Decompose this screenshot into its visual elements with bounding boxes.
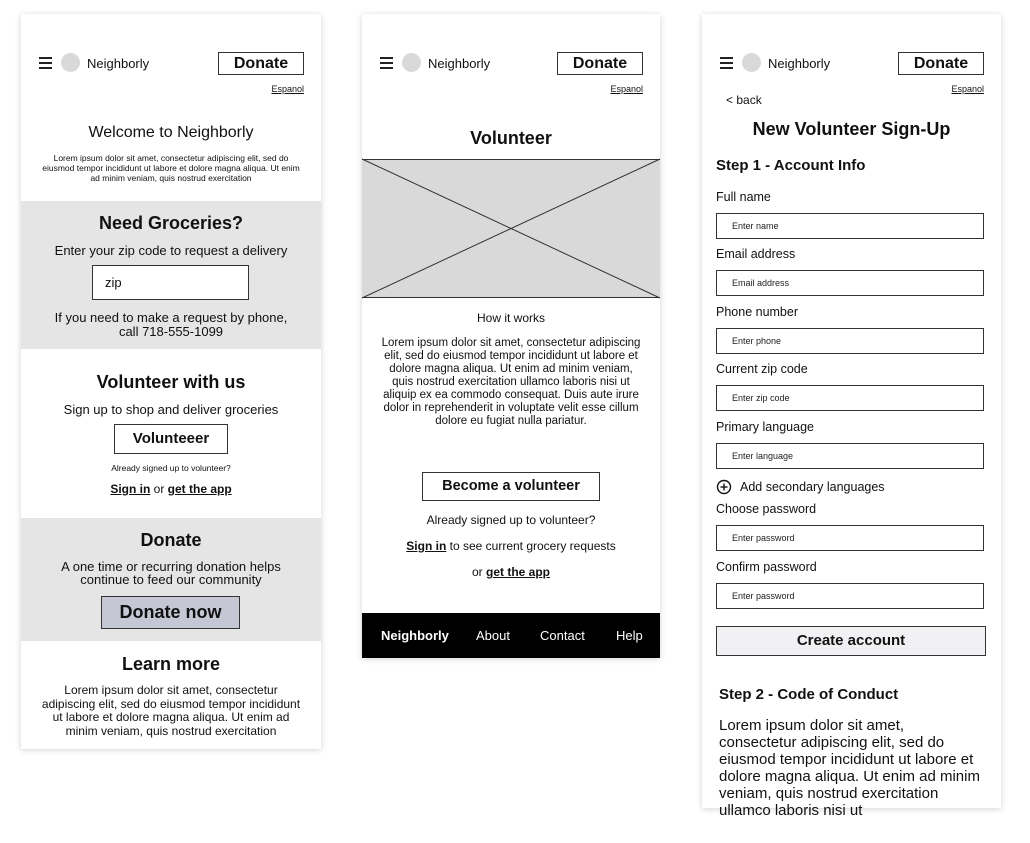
confirm-password-label: Confirm password [716,560,817,574]
welcome-text: Lorem ipsum dolor sit amet, consectetur adipiscing elit, sed do eiusmod tempor incididunt ut labore et dolore magna aliqua. Ut enim ad minim veniam, quis nostrud exercitation [42,153,300,183]
phone-input[interactable]: Enter phone [716,328,984,354]
or-text: or [153,482,165,496]
logo-avatar [742,53,761,72]
groceries-title: Need Groceries? [98,213,244,233]
zip-input[interactable]: zip [92,265,249,300]
get-app-link[interactable]: get the app [486,565,551,579]
home-screen [21,14,321,749]
page-title: Volunteer [470,128,552,148]
back-link[interactable]: < back [726,93,762,107]
learn-text: Lorem ipsum dolor sit amet, consectetur adipiscing elit, sed do eiusmod tempor incididunt ut labore et dolore magna aliqua. Ut enim ad minim veniam, quis nostrud exercitation [41,683,301,738]
language-label: Primary language [716,420,814,434]
learn-title: Learn more [121,654,221,674]
language-input[interactable]: Enter language [716,443,984,469]
how-it-works-text: Lorem ipsum dolor sit amet, consectetur adipiscing elit, sed do eiusmod tempor incididunt ut labore et dolore magna aliqua. Ut enim ad minim veniam, quis nostrud exercitation ullamco laboris nisi ut aliquip ex ea commodo consequat. Duis aute irure dolor in reprehenderit in voluptate velit esse cillum dolore eu fugiat nulla pariatur. [381,337,641,427]
footer-about-link[interactable]: About [476,628,510,643]
header [21,14,321,94]
volunteer-title: Volunteer with us [96,372,246,392]
donate-button[interactable]: Donate [557,52,643,75]
volunteer-screen [362,14,660,658]
email-label: Email address [716,247,796,261]
already-signed-text: Already signed up to volunteer? [111,463,231,473]
groceries-text: Enter your zip code to request a delivery [54,243,288,258]
sign-in-link[interactable]: Sign in [110,482,151,496]
donate-title: Donate [140,530,202,550]
sign-in-link[interactable]: Sign in [406,539,447,553]
get-app-link[interactable]: get the app [167,482,232,496]
hamburger-icon[interactable] [720,57,733,68]
donate-button[interactable]: Donate [898,52,984,75]
full-name-label: Full name [716,190,771,204]
plus-circle-icon [716,479,732,495]
language-link[interactable]: Espanol [271,84,304,94]
brand-name[interactable]: Neighborly [768,56,831,71]
step2-title: Step 2 - Code of Conduct [719,686,899,703]
donate-now-button[interactable]: Donate now [101,596,240,629]
hamburger-icon[interactable] [39,57,52,68]
full-name-input[interactable]: Enter name [716,213,984,239]
hamburger-icon[interactable] [380,57,393,68]
step2-text: Lorem ipsum dolor sit amet, consectetur adipiscing elit, sed do eiusmod tempor incididunt ut labore et dolore magna aliqua. Ut enim ad minim veniam, quis nostrud exercitation ullamco laboris nisi ut [719,717,980,819]
confirm-password-input[interactable]: Enter password [716,583,984,609]
signin-line [362,539,660,553]
choose-password-label: Choose password [716,502,817,516]
header [362,14,660,94]
phone-label: Phone number [716,305,799,319]
choose-password-input[interactable]: Enter password [716,525,984,551]
become-volunteer-button[interactable]: Become a volunteer [422,472,600,501]
email-input[interactable]: Email address [716,270,984,296]
zip-input[interactable]: Enter zip code [716,385,984,411]
donate-button[interactable]: Donate [218,52,304,75]
header [702,14,1001,94]
footer-contact-link[interactable]: Contact [540,628,585,643]
signin-line [21,482,321,496]
zip-label: Current zip code [716,362,808,376]
logo-avatar [402,53,421,72]
footer [362,613,660,658]
brand-name[interactable]: Neighborly [87,56,150,71]
volunteer-button[interactable]: Volunteeer [114,424,228,454]
donate-text: A one time or recurring donation helps continue to feed our community [61,559,281,587]
signup-screen [702,14,1001,819]
volunteer-text: Sign up to shop and deliver groceries [63,402,279,417]
groceries-section [21,201,321,349]
create-account-button[interactable]: Create account [716,626,986,656]
footer-brand[interactable]: Neighborly [381,628,449,643]
welcome-title: Welcome to Neighborly [88,124,254,141]
page-title: New Volunteer Sign-Up [752,119,951,139]
get-app-line [362,565,660,579]
logo-avatar [61,53,80,72]
language-link[interactable]: Espanol [951,84,984,94]
phone-text: If you need to make a request by phone, call 718-555-1099 [54,310,288,339]
footer-help-link[interactable]: Help [616,628,643,643]
donate-section [21,518,321,641]
language-link[interactable]: Espanol [610,84,643,94]
add-languages-label: Add secondary languages [740,480,885,494]
already-signed-text: Already signed up to volunteer? [426,513,596,527]
image-placeholder [362,159,660,298]
brand-name[interactable]: Neighborly [428,56,491,71]
how-it-works: How it works [476,311,545,325]
or-text: or [471,565,483,579]
signin-suffix: to see current grocery requests [449,539,616,553]
step1-title: Step 1 - Account Info [716,157,866,174]
